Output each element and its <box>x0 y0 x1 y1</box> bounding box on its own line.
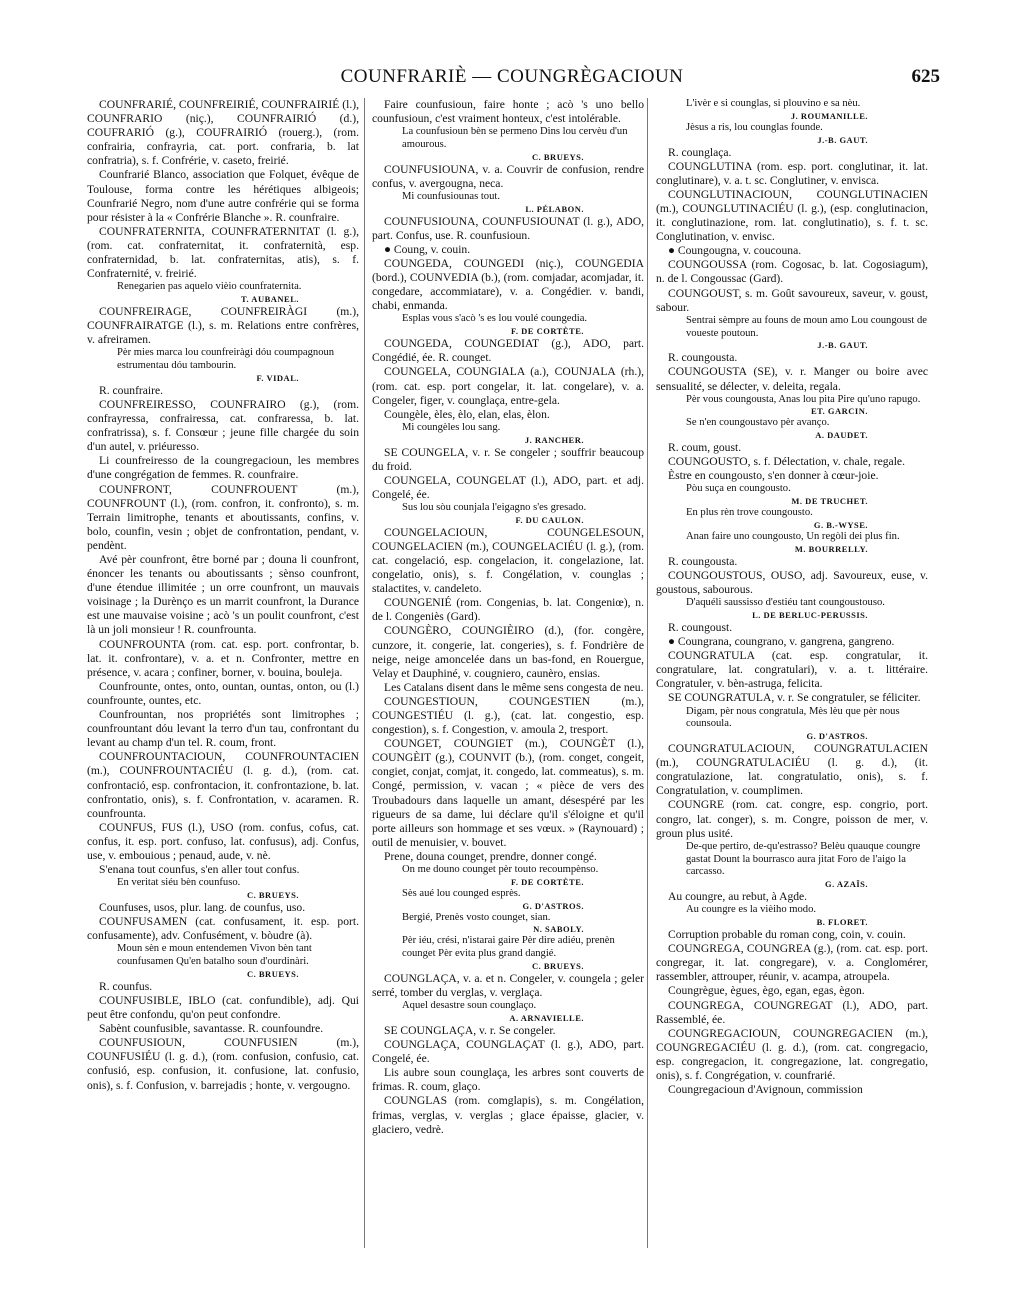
entry-paragraph: COUNGREGACIOUN, COUNGREGACIEN (m.), COUNGREGACIÉU (l. g. d.), (rom. cat. congregacio, esp. congregacion, it. congregazione, lat. congregatio, onis), s. f. Congrégation, v. counfrarié. <box>656 1026 928 1082</box>
quotation: Mi coungèles lou sang. <box>402 421 501 433</box>
entry-paragraph: COUNFUSIOUN, COUNFUSIEN (m.), COUNFUSIÉU (l. g. d.), (rom. confusion, confusio, cat. confusió, esp. confusion, it. confusione, lat. confusio, onis), s. f. Confusion, v. barrejadis ; honte, v. vergougno. <box>87 1036 359 1092</box>
entry-paragraph: Coungèle, èles, èlo, elan, elas, èlon. <box>384 407 550 421</box>
quotation: D'aquéli saussisso d'estiéu tant coungoustouso. <box>686 597 885 609</box>
entry-paragraph: Les Catalans disent dans le même sens congesta de neu. <box>384 680 644 694</box>
quote-attribution: B. FLORET. <box>816 917 868 928</box>
quotation: De-que pertiro, de-qu'estrasso? Belèu quauque coungre gastat Dount la bourrasco aura jitat Foro de l'aigo la carcasso. <box>686 840 921 878</box>
quote-attribution: G. D'ASTROS. <box>522 900 584 911</box>
entry-paragraph: COUNGELA, COUNGIALA (a.), COUNJALA (rh.), (rom. cat. esp. port congelar, it. lat. congelare), v. a. Congeler, figer, v. counglaça, entre-gela. <box>372 365 644 407</box>
entry-paragraph: R. coungousta. <box>668 554 738 568</box>
quote-attribution: C. BRUEYS. <box>532 960 584 971</box>
quote-attribution: ET. GARCIN. <box>810 406 868 417</box>
quote-attribution: F. DU CAULON. <box>515 514 584 525</box>
entry-paragraph: COUNGEDA, COUNGEDIAT (g.), ADO, part. Congédié, ée. R. counget. <box>372 337 644 365</box>
quotation: Digam, pèr nous congratula, Mès lèu que pèr nous counsoula. <box>686 705 900 730</box>
entry-paragraph: Counfrountan, nos propriétés sont limitrophes ; counfrountant dóu levant la terro d'un tau, confrontant du levant au champ d'un tel. R. coum, front. <box>87 708 359 750</box>
entry-paragraph: R. counfraire. <box>99 383 164 397</box>
entry-paragraph: Coungregacioun d'Avignoun, commission <box>668 1083 863 1097</box>
entry-paragraph: R. counfus. <box>99 979 153 993</box>
quote-attribution: C. BRUEYS. <box>532 151 584 162</box>
quote-attribution: L. DE BERLUC-PERUSSIS. <box>752 609 868 620</box>
quote-attribution: M. DE TRUCHET. <box>791 496 868 507</box>
entry-paragraph: COUNFRARIÉ, COUNFREIRIÉ, COUNFRAIRIÉ (l.), COUNFRARIO (niç.), COUNFRAIRIÓ (d.), COUFRARIÓ (g.), COUFRAIRIÓ (rouerg.), (rom. confrairia, confrayria, cat. port. confraria, b. lat confratria), s. f. Confrérie, v. caseto, freirié. <box>87 98 359 168</box>
entry-paragraph: Corruption probable du roman cong, coin, v. couin. <box>668 928 906 942</box>
quote-attribution: J. RANCHER. <box>524 434 584 445</box>
entry-paragraph: COUNFREIRESSO, COUNFRAIRO (g.), (rom. confrayressa, confrairessa, cat. confraressa, b. lat. confratrissa), s. f. Consœur ; jeune fille chargée du soin d'un autel, v. priéuresso. <box>87 397 359 454</box>
quotation: En plus rèn trove coungousto. <box>686 507 813 519</box>
quote-attribution: L. PÉLABON. <box>525 203 584 214</box>
entry-paragraph: R. counglaça. <box>668 145 732 159</box>
entry-paragraph: COUNFUS, FUS (l.), USO (rom. confus, cofus, cat. confus, it. esp. port. confuso, lat. confusus), adj. Confus, use, v. embouious ; penaud, aude, v. nè. <box>87 820 359 862</box>
entry-paragraph: COUNGELA, COUNGELAT (l.), ADO, part. et adj. Congelé, ée. <box>372 473 644 501</box>
quotation: Bergié, Prenès vosto counget, sian. <box>402 911 551 923</box>
entry-paragraph: COUNFRONT, COUNFROUENT (m.), COUNFROUNT (l.), (rom. confron, it. confronto), s. m. Terrain limitrophe, tenants et aboutissants, confins, v. bolo, counfin, vesin ; objet de confrontation, pendant, v. pendènt. <box>87 482 359 552</box>
entry-paragraph: COUNGEDA, COUNGEDI (niç.), COUNGEDIA (bord.), COUNVEDIA (b.), (rom. comjadar, acomjadar, it. congedare, accommiatare), v. a. Congédier. v. bandi, chabi, enmanda. <box>372 257 644 313</box>
quotation: Esplas vous s'acò 's es lou voulé coungedia. <box>402 313 588 325</box>
entry-paragraph: ● Coungrana, coungrano, v. gangrena, gangreno. <box>668 635 895 649</box>
quotation: Pèr vous coungousta, Anas lou pita Pire qu'uno rapugo. <box>686 393 921 405</box>
entry-paragraph: COUNGREGA, COUNGREA (g.), (rom. cat. esp. port. congregar, it. lat. congregare), v. a. Conglomérer, rassembler, attrouper, réunir, v. acampa, atroupela. <box>656 942 928 984</box>
entry-paragraph: COUNFUSIOUNA, COUNFUSIOUNAT (l. g.), ADO, part. Confus, use. R. counfusioun. <box>372 214 644 242</box>
quote-attribution: T. AUBANEL. <box>240 294 299 305</box>
text-column-middle <box>372 98 644 1137</box>
quotation: Au coungre es la vièiho modo. <box>686 904 817 916</box>
quotation: On me douno counget pèr touto recoumpènso. <box>402 864 599 875</box>
quotation: Pèr mies marca lou counfreiràgi dóu coumpagnoun estrumentau dóu tambourin. <box>117 347 335 372</box>
entry-paragraph: COUNGÈRO, COUNGIÈIRO (d.), (for. congère, cunzore, it. congerie, lat. congeries), s. f. Fondrière de neige, neige amoncelée dans un bas-fond, en Rouergue, Velay et Dauphiné, v. cougniero, caunèro, ensias. <box>372 624 644 680</box>
entry-paragraph: Counfrounte, ontes, onto, ountan, ountas, onton, ou (l.) counfrounte, ountes, etc. <box>87 679 359 707</box>
quotation: Pèr iéu, crési, n'istarai gaire Pèr dire adiéu, prenèn counget Pèr evita plus grand dangié. <box>402 935 615 960</box>
quotation: Pòu suça en coungousto. <box>686 483 791 495</box>
quote-attribution: M. BOURRELLY. <box>794 543 868 554</box>
entry-paragraph: COUNGOUSTOUS, OUSO, adj. Savoureux, euse, v. goustous, sabourous. <box>656 568 928 597</box>
quote-attribution: F. VIDAL. <box>256 372 299 383</box>
entry-paragraph: Counfuses, usos, plur. lang. de counfus, uso. <box>99 900 306 914</box>
entry-paragraph: SE COUNGELA, v. r. Se congeler ; souffrir beaucoup du froid. <box>372 445 644 473</box>
quotation: L'ivèr e si counglas, si plouvino e sa nèu. <box>686 98 861 109</box>
entry-paragraph: COUNFROUNTA (rom. cat. esp. port. confrontar, b. lat. it. confrontare), v. a. et n. Confronter, mettre en présence, v. acara ; confiner, borner, v. bouina, bouleja. <box>87 637 359 679</box>
quotation: Jèsus a ris, lou counglas founde. <box>686 121 823 133</box>
entry-paragraph: COUNGELACIOUN, COUNGELESOUN, COUNGELACIEN (m.), COUNGELACIÉU (l. g.), (rom. cat. congelació, esp. congelacion, it. congelazione, lat. congelatio, onis), s. f. Congélation, v. counglas ; stalactites, v. candeleto. <box>372 525 644 596</box>
quotation: La counfusioun bèn se permeno Dins lou cervèu d'un amourous. <box>402 126 628 150</box>
entry-paragraph: SE COUNGRATULA, v. r. Se congratuler, se féliciter. <box>668 691 921 705</box>
entry-paragraph: COUNGOUSTO, s. f. Délectation, v. chale, regale. <box>668 455 905 469</box>
quote-attribution: G. B.-WYSE. <box>813 520 868 531</box>
entry-paragraph: COUNGLAÇA, COUNGLAÇAT (l. g.), ADO, part. Congelé, ée. <box>372 1038 644 1066</box>
entry-paragraph: Li counfreiresso de la coungregacioun, les membres d'une congrégation de femmes. R. counfraire. <box>87 454 359 482</box>
entry-paragraph: COUNGOUST, s. m. Goût savoureux, saveur, v. goust, sabour. <box>656 286 928 314</box>
entry-paragraph: COUNFRATERNITA, COUNFRATERNITAT (l. g.), (rom. cat. confraternitat, it. confraternità, esp. confraternidad, b. lat. confraternitas, atis), s. f. Confraternité, v. freirié. <box>87 224 359 281</box>
entry-paragraph: Sabènt counfusible, savantasse. R. counfoundre. <box>99 1022 324 1036</box>
column-divider <box>364 98 365 1248</box>
entry-paragraph: R. coungoust. <box>668 620 733 634</box>
entry-paragraph: COUNFUSIBLE, IBLO (cat. confundible), adj. Qui peut être confondu, qu'on peut confondre. <box>87 993 359 1022</box>
quotation: Se n'en coungoustavo pèr avanço. <box>686 417 830 429</box>
running-head: COUNFRARIÈ — COUNGRÈGACIOUN <box>340 66 684 87</box>
quotation: Sentrai sèmpre au founs de moun amo Lou coungoust de voueste poutoun. <box>686 314 927 339</box>
entry-paragraph: Prene, douna counget, prendre, donner congé. <box>384 849 597 863</box>
quotation: Renegarien pas aquelo vièio counfraternita. <box>117 281 302 293</box>
entry-paragraph: COUNGLUTINA (rom. esp. port. conglutinar, it. lat. conglutinare), v. a. t. sc. Conglutiner, v. envisca. <box>656 159 928 187</box>
entry-paragraph: Faire counfusioun, faire honte ; acò 's uno bello counfusioun, c'est vraiment honteux, c'est intolérable. <box>372 98 644 126</box>
quote-attribution: F. DE CORTÈTE. <box>511 876 584 887</box>
entry-paragraph: COUNGET, COUNGIET (m.), COUNGÈT (l.), COUNGÈIT (g.), COUNVIT (b.), (rom. conget, congeit, congiet, conjat, comjat, it. congedo, lat. commeatus), s. m. Congé, permission, v. vacan ; « pièce de vers des Troubadours dans laquelle un amant, désespéré par les rigueurs de sa dame, lui déclare qu'il s'éloigne et qu'il porte ailleurs son hommage et ses vœux. » (Raynouard) ; outil de menuisier, v. bouvet. <box>372 737 644 849</box>
quotation: En veritat siéu bèn counfuso. <box>117 877 241 889</box>
entry-paragraph: COUNGRE (rom. cat. congre, esp. congrio, port. congro, lat. conger), s. m. Congre, poisson de mer, v. groun plus usité. <box>656 798 928 840</box>
entry-paragraph: COUNGENIÉ (rom. Congenias, b. lat. Congeniœ), n. de l. Congeniès (Gard). <box>372 596 644 624</box>
entry-paragraph: COUNGLAÇA, v. a. et n. Congeler, v. coungela ; geler serré, tomber du verglas, v. verglaça. <box>372 971 644 1000</box>
entry-paragraph: COUNGRATULACIOUN, COUNGRATULACIEN (m.), COUNGRATULACIÉU (l. g. d.), (it. congratulazione, lat. congratulatio, onis), s. f. Congratulation, v. coumplimen. <box>656 742 928 798</box>
entry-paragraph: Èstre en coungousto, s'en donner à cœur-joie. <box>668 469 879 483</box>
entry-paragraph: COUNFROUNTACIOUN, COUNFROUNTACIEN (m.), COUNFROUNTACIÉU (l. g. d.), (rom. cat. confrontació, esp. confrontacion, it. confrontazione, b. lat. confrontatio, onis), s. f. Confrontation, v. acaramen. R. counfrounta. <box>87 750 359 820</box>
quotation: Sès aué lou counged esprès. <box>402 887 521 899</box>
quotation: Anan faire uno coungousto, Un regòli dei plus fin. <box>686 531 900 543</box>
quote-attribution: J. ROUMANILLE. <box>790 110 868 121</box>
quote-attribution: G. D'ASTROS. <box>806 731 868 742</box>
quotation: Mi counfusiounas tout. <box>402 190 500 202</box>
entry-paragraph: COUNGOUSSA (rom. Cogosac, b. lat. Cogosiagum), n. de l. Congoussac (Gard). <box>656 258 928 286</box>
entry-paragraph: R. coum, goust. <box>668 441 742 455</box>
quote-attribution: C. BRUEYS. <box>247 968 299 979</box>
entry-paragraph: COUNGOUSTA (SE), v. r. Manger ou boire avec sensualité, se délecter, v. deleita, regala. <box>656 365 928 393</box>
quote-attribution: A. DAUDET. <box>815 430 868 441</box>
quote-attribution: J.-B. GAUT. <box>817 134 868 145</box>
entry-paragraph: R. coungousta. <box>668 351 738 365</box>
page-header <box>84 66 940 94</box>
quote-attribution: A. ARNAVIELLE. <box>509 1012 584 1023</box>
entry-paragraph: Au coungre, au rebut, à Agde. <box>668 890 808 904</box>
text-column-right <box>656 98 928 1097</box>
entry-paragraph: COUNGLAS (rom. comglapis), s. m. Congélation, frimas, verglas, v. verglas ; glace épaisse, glacier, v. glaciero, vedrè. <box>372 1094 644 1136</box>
entry-paragraph: COUNFUSAMEN (cat. confusament, it. esp. port. confusamente), adv. Confusément, v. bòudre (à). <box>87 915 359 943</box>
quote-attribution: C. BRUEYS. <box>247 889 299 900</box>
quotation: Sus lou sòu counjala l'eigagno s'es gresado. <box>402 501 587 513</box>
page-number: 625 <box>911 66 940 87</box>
entry-paragraph: Coungrègue, ègues, ègo, egan, egas, ègon. <box>668 984 865 998</box>
entry-paragraph: Avé pèr counfront, être borné par ; douna li counfront, énoncer les tenants ou aboutissants ; sènso counfront, d'une étendue illimitée ; un orre counfront, un mauvais voisinage ; la Durènço es un marrit counfront, la Durance est une mauvaise voisine ; acò 's un poulit counfront, c'est là un joli monsieur ! R. counfrounta. <box>87 553 359 637</box>
entry-paragraph: S'enana tout counfus, s'en aller tout confus. <box>99 863 300 877</box>
entry-paragraph: Lis aubre soun counglaça, les arbres sont couverts de frimas. R. coum, glaço. <box>372 1066 644 1094</box>
entry-paragraph: Counfrarié Blanco, association que Folquet, évêque de Toulouse, forma contre les hérétiques albigeois; Counfrarié Negro, nom d'une autre confrérie qui se forma pour résister à la « Confrérie Blanche ». R. counfraire. <box>87 168 359 224</box>
quotation: Aquel desastre soun counglaço. <box>402 1000 537 1012</box>
quote-attribution: J.-B. GAUT. <box>817 340 868 351</box>
entry-paragraph: COUNGREGA, COUNGREGAT (l.), ADO, part. Rassemblé, ée. <box>656 998 928 1026</box>
entry-paragraph: ● Coungougna, v. coucouna. <box>668 244 802 258</box>
entry-paragraph: COUNGESTIOUN, COUNGESTIEN (m.), COUNGESTIÉU (l. g.), (cat. lat. congestio, esp. congestion), s. f. Congestion, v. amoula 2, tresport. <box>372 694 644 737</box>
quote-attribution: F. DE CORTÈTE. <box>511 326 584 337</box>
entry-paragraph: COUNFUSIOUNA, v. a. Couvrir de confusion, rendre confus, v. avergougna, neca. <box>372 162 644 190</box>
entry-paragraph: SE COUNGLAÇA, v. r. Se congeler. <box>384 1023 556 1037</box>
entry-paragraph: COUNGLUTINACIOUN, COUNGLUTINACIEN (m.), COUNGLUTINACIÉU (l. g.), (esp. conglutinacion, it. conglutinazione, rom. lat. conglutinatio), s. f. t. sc. Conglutination, v. envisc. <box>656 187 928 244</box>
column-divider <box>647 98 648 1248</box>
entry-paragraph: ● Coung, v. couin. <box>384 242 471 256</box>
entry-paragraph: COUNFREIRAGE, COUNFREIRÀGI (m.), COUNFRAIRATGE (l.), s. m. Relations entre confrères, v. afreiramen. <box>87 305 359 347</box>
quote-attribution: G. AZAÏS. <box>825 879 868 890</box>
quotation: Moun sèn e moun entendemen Vivon bèn tant counfusamen Qu'en batalho soun d'ourdinàri. <box>117 943 312 968</box>
quote-attribution: N. SABOLY. <box>533 924 584 935</box>
text-column-left <box>87 98 359 1093</box>
entry-paragraph: COUNGRATULA (cat. esp. congratular, it. congratulare, lat. congratulari), v. a. t. littéraire. Congratuler, v. bèn-astruga, felicita. <box>656 649 928 691</box>
